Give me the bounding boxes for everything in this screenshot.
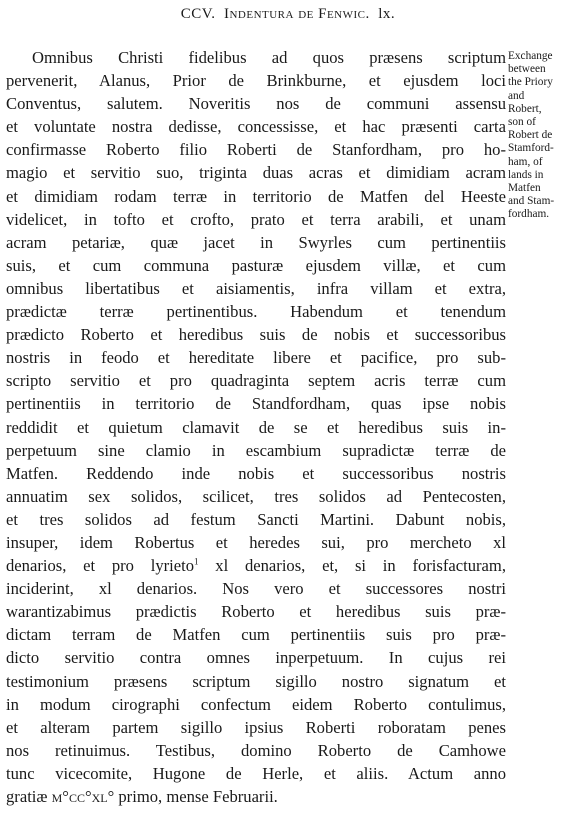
charter-number: CCV. [180,6,216,22]
text-segment: gratiæ [6,787,48,806]
text-line: warantizabimus prædictis Roberto et heredibus suis præ- [6,602,506,622]
text-line: dicto servitio contra omnes inperpetuum. In cujus rei [6,648,506,668]
margin-note-line: son of [508,116,536,129]
text-line: pervenerit, Alanus, Prior de Brinkburne, et ejusdem loci [6,71,506,91]
margin-note-line: ham, of [508,155,543,168]
margin-note-line: the Priory [508,76,553,89]
margin-note-line: Exchange [508,50,553,62]
text-line: Omnibus Christi fidelibus ad quos præsens scriptum [32,48,506,67]
text-line: insuper, idem Robertus et heredes sui, pro mercheto xl [6,532,506,552]
text-line-with-footnote [6,554,506,577]
margin-note-line: fordham. [508,208,550,221]
text-line: in modum cirographi confectum eidem Roberto contulimus, [6,694,506,714]
margin-note-line: Robert, [508,102,542,115]
text-line: tunc vicecomite, Hugone de Herle, et aliis. Actum anno [6,763,506,783]
text-line: confirmasse Roberto filio Roberti de Stanfordham, pro ho- [6,140,506,160]
text-line: acram petariæ, quæ jacet in Swyrles cum pertinentiis [6,232,506,252]
text-line: videlicet, in tofto et crofto, prato et terra arabili, et unam [6,209,506,229]
charter-title: Indentura de Fenwic. [223,6,370,22]
text-line: annuatim sex solidos, scilicet, tres solidos ad Pentecosten, [6,486,506,506]
text-line: testimonium præsens scriptum sigillo nostro signatum et [6,671,506,691]
margin-note-line: and [508,89,525,102]
text-line: incideri​nt, xl denarios. Nos vero et successores nostri [6,579,506,599]
margin-note [508,50,576,222]
margin-note-line: and Stam- [508,195,555,208]
text-line: perpetuum sine clamio in escambium supradictæ terræ de [6,440,506,460]
text-segment: primo, mense Februarii. [114,787,278,806]
text-line: nostris in feodo et hereditate libere et pacifice, pro sub- [6,348,506,368]
text-line: Matfen. Reddendo inde nobis et successoribus nostris [6,463,506,483]
text-line: suis, et cum communa pasturæ ejusdem villæ, et cum [6,255,506,275]
page-header [0,6,576,23]
margin-note-line: Matfen [508,182,541,195]
margin-note-line: lands in [508,168,544,181]
text-line: nos retinuimus. Testibus, domino Roberto de Camhowe [6,740,506,760]
charter-text [6,46,506,808]
text-line: et dimidiam rodam terræ in territorio de Matfen del Heeste [6,186,506,206]
text-line-date [6,785,506,808]
text-line: scripto servitio et pro quadraginta septem acris terræ cum [6,371,506,391]
date-roman: m°cc°xl° [51,787,115,806]
text-line: prædictæ terræ pertinentibus. Habendum et tenendum [6,302,506,322]
margin-note-line: Stamford- [508,142,554,155]
text-line: pertinentiis in territorio de Standfordham, quas ipse nobis [6,394,506,414]
page-number: lx. [378,6,396,22]
text-line: et alteram partem sigillo ipsius Roberti roboratam penes [6,717,506,737]
margin-note-line: between [508,63,546,76]
text-line: et tres solidos ad festum Sancti Martini. Dabunt nobis, [6,509,506,529]
margin-note-line: Robert de [508,129,553,142]
text-line: dictam terram de Matfen cum pertinentiis suis pro præ- [6,625,506,645]
text-line: reddidit et quietum clamavit de se et heredibus suis in- [6,417,506,437]
text-line: prædicto Roberto et heredibus suis de nobis et successoribus [6,325,506,345]
text-line: omnibus libertatibus et aisiamentis, infra villam et extra, [6,278,506,298]
text-segment: xl denarios, et, si in forisfacturam, [198,556,506,576]
text-segment: denarios, et pro lyrieto [6,556,195,576]
footnote-marker: 1 [194,556,199,567]
text-line: et voluntate nostra dedisse, concessisse, et hac præsenti carta [6,117,506,137]
text-line: magio et servitio suo, triginta duas acras et dimidiam acram [6,163,506,183]
text-line: Conventus, salutem. Noveritis nos de communi assensu [6,94,506,114]
